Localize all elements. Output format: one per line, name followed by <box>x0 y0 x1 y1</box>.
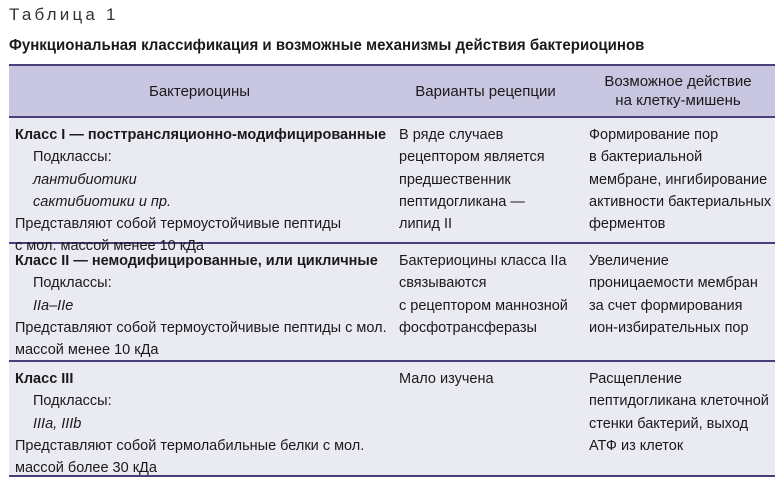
subclass-label: Подклассы: <box>33 275 112 292</box>
action-line: ферментов <box>589 216 666 233</box>
description-line: Представляют собой термоустойчивые пептиды с мол. <box>15 319 387 336</box>
subclass-item: IIa–IIe <box>33 297 74 314</box>
reception-line: В ряде случаев <box>399 127 504 143</box>
table-row-class-2 <box>9 244 775 362</box>
bacteriocin-table <box>9 64 775 477</box>
action-cell <box>589 244 775 360</box>
action-line: Формирование пор <box>589 127 719 143</box>
subclass-item: лантибиотики <box>33 171 137 188</box>
reception-cell <box>399 244 589 360</box>
bacteriocin-cell <box>9 118 399 255</box>
class-title: Класс I — посттрансляционно-модифицированные <box>15 127 387 143</box>
action-line: за счет формирования <box>589 297 743 314</box>
subclass-label: Подклассы: <box>33 149 112 166</box>
action-line: стенки бактерий, выход <box>589 415 749 432</box>
table-caption: Функциональная классификация и возможные механизмы действия бактериоцинов <box>9 37 645 54</box>
action-line: АТФ из клеток <box>589 437 684 454</box>
description-line: Представляют собой термоустойчивые пептиды <box>15 216 342 233</box>
reception-line: липид II <box>399 216 453 233</box>
header-bacteriocins: Бактериоцины <box>148 82 251 100</box>
header-action-line2: на клетку-мишень <box>615 92 741 109</box>
action-line: проницаемости мембран <box>589 275 758 292</box>
reception-line: Бактериоцины класса IIa <box>399 253 567 269</box>
bacteriocin-cell <box>9 362 399 475</box>
action-line: в бактериальной <box>589 149 703 166</box>
reception-line: предшественник <box>399 171 511 188</box>
reception-line: пептидогликана — <box>399 193 525 210</box>
action-line: активности бактериальных <box>589 193 772 210</box>
table-row-class-1 <box>9 118 775 255</box>
table-row-class-3 <box>9 362 775 477</box>
header-action-line1: Возможное действие <box>604 73 752 90</box>
action-line: Расщепление <box>589 371 682 387</box>
reception-cell <box>399 118 589 242</box>
bacteriocin-cell <box>9 244 399 360</box>
reception-line: связываются <box>399 275 487 292</box>
subclass-item: сактибиотики и пр. <box>33 193 171 210</box>
reception-line: рецептором является <box>399 149 545 166</box>
description-line: с мол. массой менее 10 кДа <box>15 238 204 255</box>
header-action <box>581 66 775 116</box>
subclass-item: IIIa, IIIb <box>33 415 82 432</box>
description-line: массой более 30 кДа <box>15 460 157 477</box>
action-line: Увеличение <box>589 253 669 269</box>
class-title: Класс II — немодифицированные, или цикличные <box>15 253 378 269</box>
action-line: пептидогликана клеточной <box>589 393 769 410</box>
reception-line: с рецептором маннозной <box>399 297 568 314</box>
action-line: мембране, ингибирование <box>589 171 768 188</box>
subclass-label: Подклассы: <box>33 393 112 410</box>
action-cell <box>589 118 775 242</box>
description-line: массой менее 10 кДа <box>15 342 159 359</box>
reception-line: фосфотрансферазы <box>399 319 537 336</box>
class-title: Класс III <box>15 371 74 387</box>
header-reception: Варианты рецепции <box>415 82 556 100</box>
table-header-row <box>9 66 775 118</box>
description-line: Представляют собой термолабильные белки с мол. <box>15 437 365 454</box>
reception-line: Мало изучена <box>399 371 494 387</box>
reception-cell <box>399 362 589 475</box>
action-line: ион-избирательных пор <box>589 319 749 336</box>
action-cell <box>589 362 775 475</box>
table-label: Таблица 1 <box>9 5 119 24</box>
